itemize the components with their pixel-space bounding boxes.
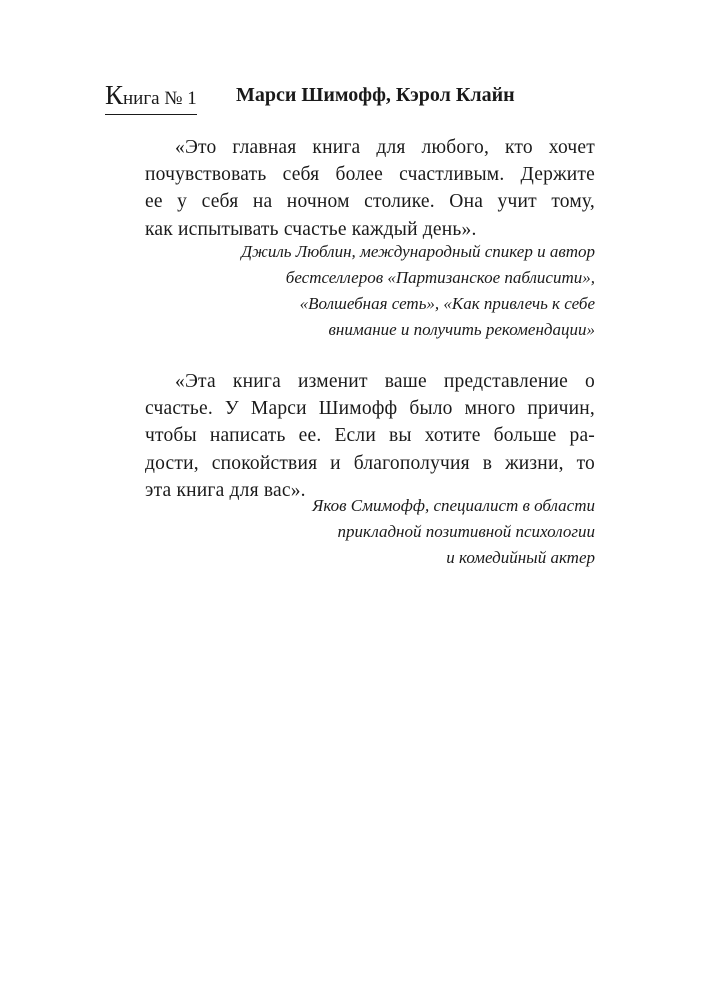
attribution-line: «Волшебная сеть», «Как привлечь к себе	[299, 294, 595, 313]
quote-line: эта книга для вас».	[145, 479, 306, 501]
authors-title: Марси Шимофф, Кэрол Клайн	[236, 84, 515, 106]
attribution-line: прикладной позитивной психологии	[337, 522, 595, 541]
attribution-line: Джиль Люблин, международный спикер и автор	[241, 242, 595, 261]
quote-line: «Это главная книга для любого, кто хочет	[175, 137, 595, 158]
page-header	[105, 80, 625, 114]
quote-line: дости, спокойствия и благополучия в жизни, то	[145, 452, 595, 474]
attribution-line: Яков Смимофф, специалист в области	[312, 496, 595, 515]
quote-2-attribution	[312, 493, 595, 571]
series-initial: К	[105, 80, 124, 110]
quote-line: счастье. У Марси Шимофф было много причин,	[145, 398, 595, 420]
quote-line: как испытывать счастье каждый день».	[145, 218, 477, 240]
quote-line: чтобы написать ее. Если вы хотите больше ра-	[145, 425, 595, 447]
quote-line: почувствовать себя более счастливым. Держите	[145, 164, 595, 186]
series-text: нига № 1	[123, 88, 197, 109]
quote-2	[145, 368, 595, 504]
quote-line: ее у себя на ночном столике. Она учит тому,	[145, 191, 595, 213]
quote-1-attribution	[241, 239, 595, 343]
attribution-line: и комедийный актер	[446, 548, 595, 567]
series-label	[105, 80, 197, 115]
attribution-line: внимание и получить рекомендации»	[328, 320, 595, 339]
quote-line: «Эта книга изменит ваше представление о	[175, 371, 595, 392]
attribution-line: бестселлеров «Партизанское паблисити»,	[285, 268, 595, 287]
quote-1	[145, 134, 595, 243]
